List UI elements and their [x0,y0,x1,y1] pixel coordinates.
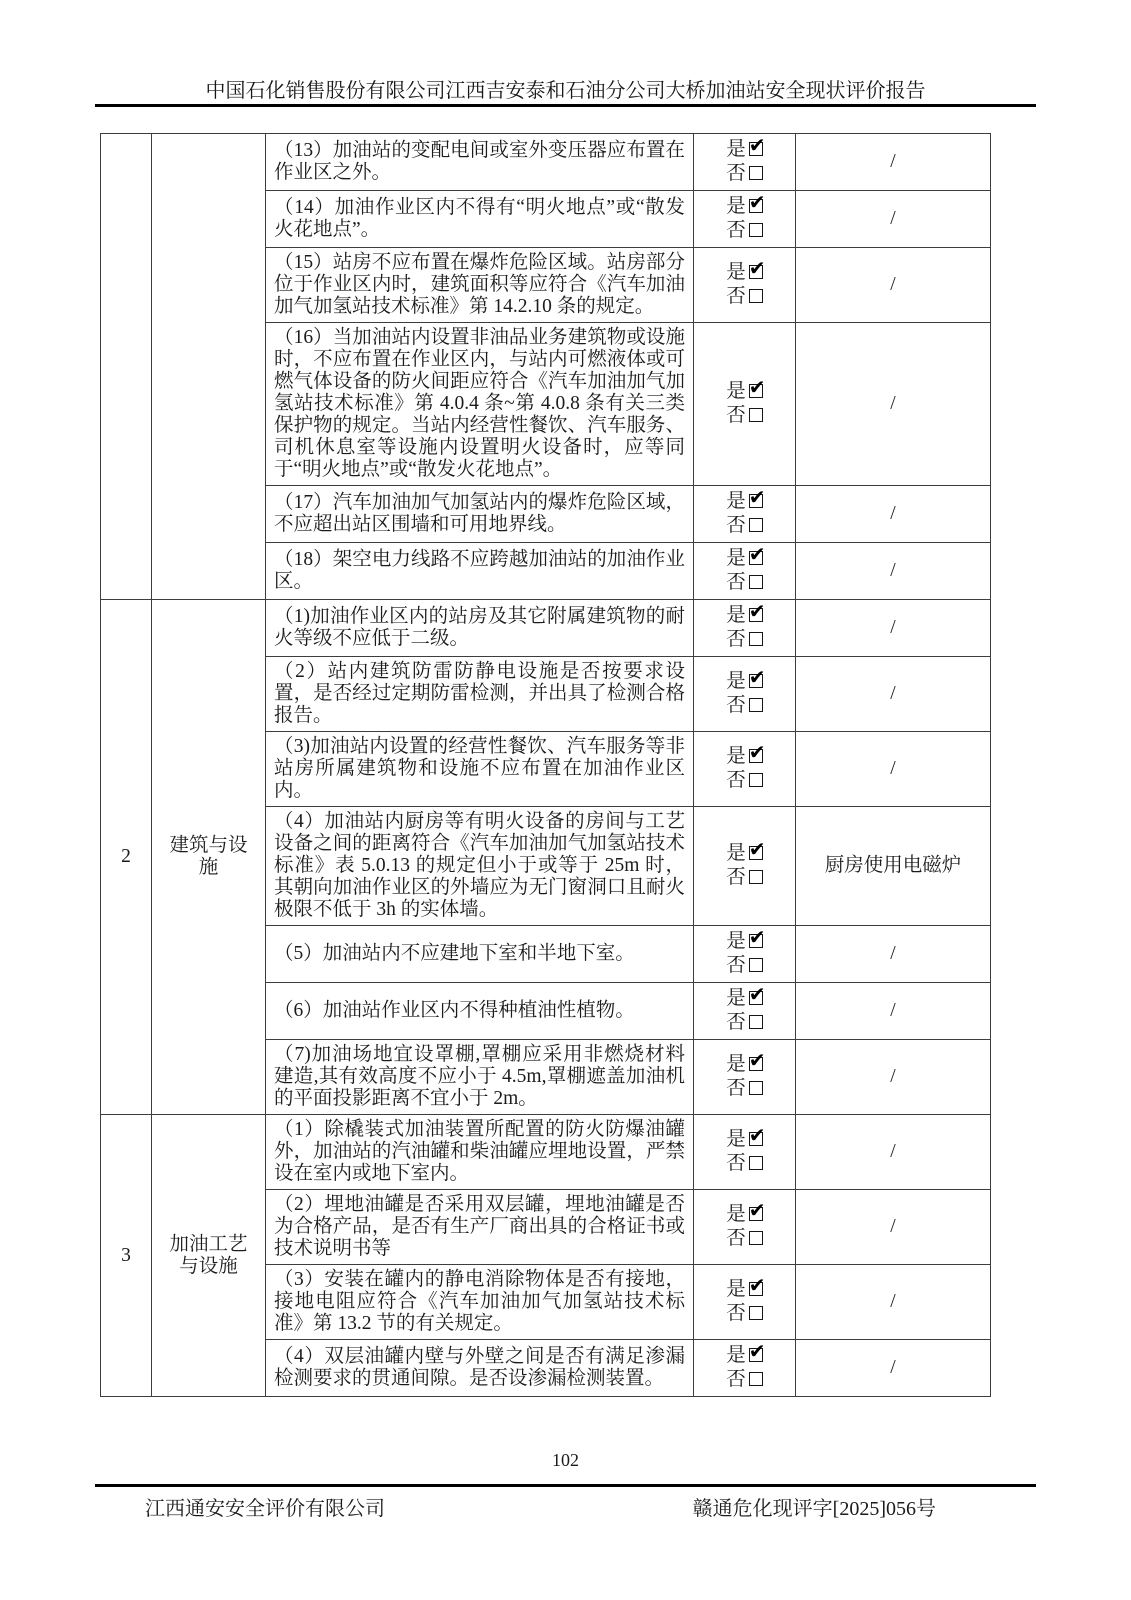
no-checkbox[interactable] [749,166,763,180]
yes-label: 是 [726,1345,746,1366]
yes-no-cell [694,323,796,486]
no-label: 否 [726,1153,746,1174]
yes-label: 是 [726,671,746,692]
yes-label: 是 [726,196,746,217]
requirement-text: （1)加油作业区内的站房及其它附属建筑物的耐火等级不应低于二级。 [266,600,694,657]
requirement-text: （5）加油站内不应建地下室和半地下室。 [266,926,694,983]
yes-no-cell [694,486,796,543]
yes-label: 是 [726,1279,746,1300]
no-checkbox[interactable] [749,1306,763,1320]
checklist-row [101,600,991,657]
no-label: 否 [726,1228,746,1249]
requirement-text: （14）加油作业区内不得有“明火地点”或“散发火花地点”。 [266,191,694,248]
footer-document-number: 赣通危化现评字[2025]056号 [692,1498,936,1520]
no-checkbox[interactable] [749,773,763,787]
yes-no-cell [694,543,796,600]
yes-no-cell [694,1040,796,1115]
requirement-text: （15）站房不应布置在爆炸危险区域。站房部分位于作业区内时，建筑面积等应符合《汽车加油加气加氢站技术标准》第 14.2.10 条的规定。 [266,248,694,323]
remark-cell: / [796,1115,991,1190]
yes-no-cell [694,732,796,807]
yes-checkbox[interactable] [749,494,763,508]
yes-no-cell [694,248,796,323]
remark-cell: / [796,600,991,657]
no-label: 否 [726,1078,746,1099]
header-rule [95,104,1036,107]
requirement-text: （3)加油站内设置的经营性餐饮、汽车服务等非站房所属建筑物和设施不应布置在加油作业区内。 [266,732,694,807]
yes-no-cell [694,1115,796,1190]
no-label: 否 [726,515,746,536]
section-category-cell [152,134,266,600]
yes-checkbox[interactable] [749,1282,763,1296]
remark-cell: / [796,543,991,600]
yes-label: 是 [726,262,746,283]
requirement-text: （17）汽车加油加气加氢站内的爆炸危险区域，不应超出站区围墙和可用地界线。 [266,486,694,543]
yes-label: 是 [726,548,746,569]
yes-no-cell [694,1265,796,1340]
remark-cell: / [796,1265,991,1340]
no-checkbox[interactable] [749,223,763,237]
requirement-text: （4）加油站内厨房等有明火设备的房间与工艺设备之间的距离符合《汽车加油加气加氢站技术标准》表 5.0.13 的规定但小于或等于 25m 时，其朝向加油作业区的外墙应为无门窗洞口且耐火极限不低于 3h 的实体墙。 [266,807,694,926]
footer-rule [95,1484,1036,1487]
requirement-text: （4）双层油罐内壁与外壁之间是否有满足渗漏检测要求的贯通间隙。是否设渗漏检测装置。 [266,1340,694,1397]
requirement-text: （16）当加油站内设置非油品业务建筑物或设施时，不应布置在作业区内，与站内可燃液体或可燃气体设备的防火间距应符合《汽车加油加气加氢站技术标准》第 4.0.4 条~第 4.0.8 条有关三类保护物的规定。当站内经营性餐饮、汽车服务、司机休息室等设施内设置明火设备时，应等同于“明火地点”或“散发火花地点”。 [266,323,694,486]
remark-cell: / [796,191,991,248]
yes-label: 是 [726,988,746,1009]
remark-cell: / [796,926,991,983]
yes-checkbox[interactable] [749,265,763,279]
requirement-text: （13）加油站的变配电间或室外变压器应布置在作业区之外。 [266,134,694,191]
no-checkbox[interactable] [749,289,763,303]
remark-cell: / [796,1040,991,1115]
section-number-cell [101,134,152,600]
remark-cell: / [796,732,991,807]
footer-company: 江西通安安全评价有限公司 [145,1498,385,1520]
yes-label: 是 [726,1054,746,1075]
no-checkbox[interactable] [749,632,763,646]
remark-cell: / [796,1190,991,1265]
no-label: 否 [726,695,746,716]
yes-checkbox[interactable] [749,846,763,860]
section-category-cell: 建筑与设施 [152,600,266,1115]
no-label: 否 [726,1012,746,1033]
yes-label: 是 [726,491,746,512]
no-label: 否 [726,629,746,650]
yes-no-cell [694,134,796,191]
checklist-row [101,134,991,191]
no-checkbox[interactable] [749,518,763,532]
remark-cell: / [796,657,991,732]
yes-checkbox[interactable] [749,674,763,688]
document-title: 中国石化销售股份有限公司江西吉安泰和石油分公司大桥加油站安全现状评价报告 [205,80,926,102]
yes-label: 是 [726,931,746,952]
yes-checkbox[interactable] [749,1132,763,1146]
no-checkbox[interactable] [749,958,763,972]
yes-label: 是 [726,605,746,626]
yes-checkbox[interactable] [749,199,763,213]
requirement-text: （2）站内建筑防雷防静电设施是否按要求设置，是否经过定期防雷检测，并出具了检测合格报告。 [266,657,694,732]
no-checkbox[interactable] [749,1231,763,1245]
no-checkbox[interactable] [749,698,763,712]
no-label: 否 [726,1369,746,1390]
no-label: 否 [726,572,746,593]
yes-checkbox[interactable] [749,749,763,763]
document-footer [95,1492,1036,1521]
requirement-text: （1）除橇装式加油装置所配置的防火防爆油罐外，加油站的汽油罐和柴油罐应埋地设置，严禁设在室内或地下室内。 [266,1115,694,1190]
yes-no-cell [694,600,796,657]
yes-label: 是 [726,139,746,160]
no-label: 否 [726,770,746,791]
yes-checkbox[interactable] [749,142,763,156]
no-checkbox[interactable] [749,1015,763,1029]
yes-no-cell [694,983,796,1040]
yes-no-cell [694,807,796,926]
remark-cell: / [796,248,991,323]
no-checkbox[interactable] [749,575,763,589]
no-label: 否 [726,405,746,426]
no-checkbox[interactable] [749,408,763,422]
no-label: 否 [726,220,746,241]
checklist-row [101,1115,991,1190]
yes-checkbox[interactable] [749,551,763,565]
requirement-text: （2）埋地油罐是否采用双层罐，埋地油罐是否为合格产品，是否有生产厂商出具的合格证书或技术说明书等 [266,1190,694,1265]
yes-no-cell [694,1340,796,1397]
no-label: 否 [726,867,746,888]
yes-label: 是 [726,843,746,864]
section-number-cell: 3 [101,1115,152,1397]
section-category-cell: 加油工艺与设施 [152,1115,266,1397]
no-label: 否 [726,1303,746,1324]
no-label: 否 [726,286,746,307]
yes-checkbox[interactable] [749,384,763,398]
page-number: 102 [552,1450,579,1470]
no-label: 否 [726,955,746,976]
no-checkbox[interactable] [749,1081,763,1095]
yes-no-cell [694,1190,796,1265]
remark-cell: / [796,323,991,486]
no-label: 否 [726,163,746,184]
yes-label: 是 [726,1204,746,1225]
yes-checkbox[interactable] [749,934,763,948]
remark-cell: / [796,486,991,543]
no-checkbox[interactable] [749,870,763,884]
remark-cell: / [796,1340,991,1397]
safety-checklist-table [100,133,991,1397]
requirement-text: （18）架空电力线路不应跨越加油站的加油作业区。 [266,543,694,600]
requirement-text: （7)加油场地宜设罩棚,罩棚应采用非燃烧材料建造,其有效高度不应小于 4.5m,罩棚遮盖加油机的平面投影距离不宜小于 2m。 [266,1040,694,1115]
yes-label: 是 [726,1129,746,1150]
yes-label: 是 [726,746,746,767]
no-checkbox[interactable] [749,1156,763,1170]
yes-label: 是 [726,381,746,402]
requirement-text: （3）安装在罐内的静电消除物体是否有接地，接地电阻应符合《汽车加油加气加氢站技术标准》第 13.2 节的有关规定。 [266,1265,694,1340]
no-checkbox[interactable] [749,1372,763,1386]
yes-checkbox[interactable] [749,1207,763,1221]
yes-checkbox[interactable] [749,1348,763,1362]
yes-no-cell [694,657,796,732]
yes-checkbox[interactable] [749,1057,763,1071]
section-number-cell: 2 [101,600,152,1115]
remark-cell: / [796,134,991,191]
yes-no-cell [694,191,796,248]
yes-checkbox[interactable] [749,991,763,1005]
yes-checkbox[interactable] [749,608,763,622]
remark-cell: / [796,983,991,1040]
requirement-text: （6）加油站作业区内不得种植油性植物。 [266,983,694,1040]
yes-no-cell [694,926,796,983]
remark-cell: 厨房使用电磁炉 [796,807,991,926]
